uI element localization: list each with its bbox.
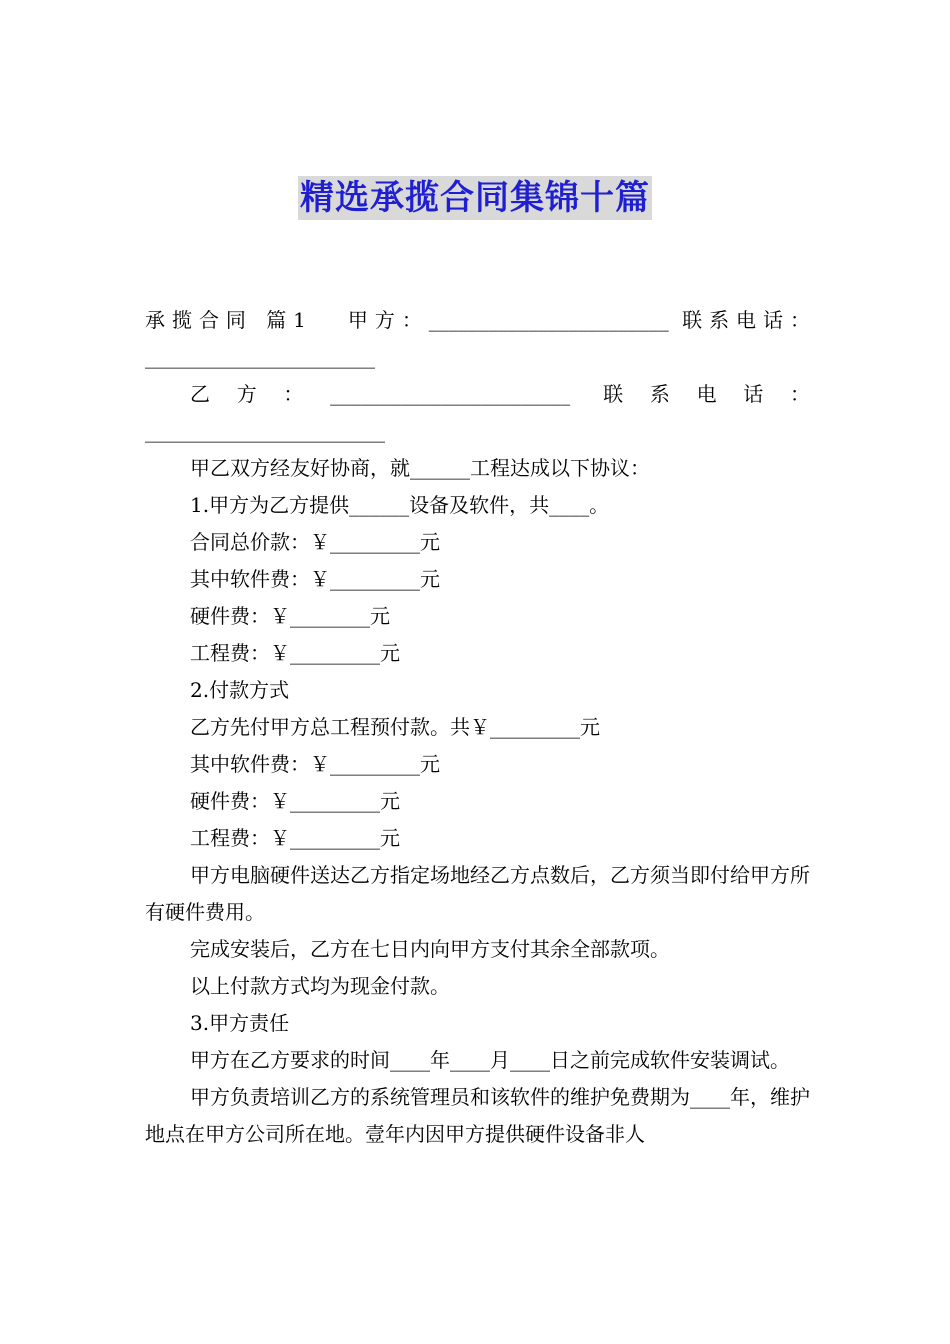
paragraph: 甲方电脑硬件送达乙方指定场地经乙方点数后，乙方须当即付给甲方所有硬件费用。 bbox=[145, 863, 810, 924]
paragraph: 以上付款方式均为现金付款。 bbox=[190, 974, 450, 998]
paragraph: 工程费：￥_________元 bbox=[190, 826, 400, 850]
party-a-line: 甲方：________________________ 联系电话：_______________________ bbox=[145, 308, 810, 369]
paragraph: 乙方：________________________ 联系电话：________________________ bbox=[145, 382, 810, 443]
paragraph: 甲方在乙方要求的时间____年____月____日之前完成软件安装调试。 bbox=[190, 1048, 790, 1072]
paragraph: 硬件费：￥_________元 bbox=[190, 789, 400, 813]
paragraph: 乙方先付甲方总工程预付款。共￥_________元 bbox=[190, 715, 600, 739]
paragraph: 工程费：￥_________元 bbox=[190, 641, 400, 665]
document-body bbox=[145, 302, 810, 1153]
paragraph: 硬件费：￥________元 bbox=[190, 604, 390, 628]
paragraph: 甲乙双方经友好协商，就______工程达成以下协议： bbox=[190, 456, 650, 480]
paragraph: 其中软件费：￥_________元 bbox=[190, 752, 440, 776]
paragraph: 其中软件费：￥_________元 bbox=[190, 567, 440, 591]
paragraph bbox=[145, 302, 810, 376]
paragraph: 2.付款方式 bbox=[190, 678, 290, 702]
paragraph: 甲方负责培训乙方的系统管理员和该软件的维护免费期为____年，维护地点在甲方公司所在地。壹年内因甲方提供硬件设备非人 bbox=[145, 1085, 810, 1146]
paragraph: 合同总价款：￥_________元 bbox=[190, 530, 440, 554]
paragraph: 完成安装后，乙方在七日内向甲方支付其余全部款项。 bbox=[190, 937, 670, 961]
title-container bbox=[0, 176, 950, 220]
document-title: 精选承揽合同集锦十篇 bbox=[300, 178, 650, 218]
section-heading: 承揽合同 篇1 bbox=[145, 308, 306, 332]
paragraph: 1.甲方为乙方提供______设备及软件，共____。 bbox=[190, 493, 610, 517]
paragraph: 3.甲方责任 bbox=[190, 1011, 290, 1035]
